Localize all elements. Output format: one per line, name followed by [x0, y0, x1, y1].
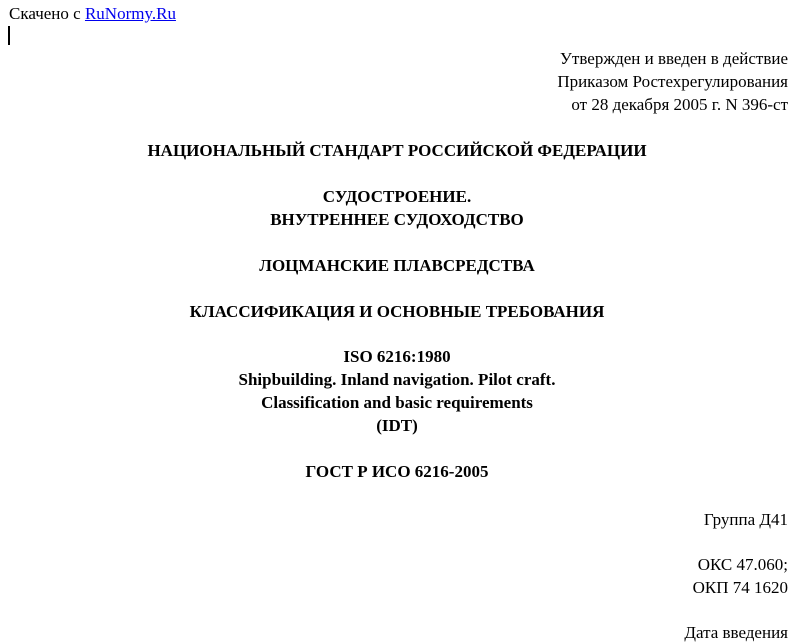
- approval-line: Утвержден и введен в действие: [559, 49, 788, 68]
- source-prefix: Скачено с: [9, 4, 85, 23]
- classification-heading: КЛАССИФИКАЦИЯ И ОСНОВНЫЕ ТРЕБОВАНИЯ: [189, 302, 605, 321]
- approval-line: Приказом Ростехрегулирования: [557, 72, 788, 91]
- subject-line: ВНУТРЕННЕЕ СУДОХОДСТВО: [270, 210, 524, 229]
- okp-code: ОКП 74 1620: [692, 578, 788, 597]
- oks-code: ОКС 47.060;: [697, 555, 788, 574]
- iso-reference: [0, 345, 794, 437]
- subject-line: СУДОСТРОЕНИЕ.: [322, 187, 472, 206]
- approval-line: от 28 декабря 2005 г. N 396-ст: [571, 95, 788, 114]
- pilot-craft-heading: ЛОЦМАНСКИЕ ПЛАВСРЕДСТВА: [259, 256, 535, 275]
- approval-block: [557, 47, 788, 116]
- iso-line: Classification and basic requirements: [261, 393, 533, 412]
- gost-designation: ГОСТ Р ИСО 6216-2005: [305, 462, 489, 481]
- text-cursor: [8, 26, 10, 45]
- intro-date-label: Дата введения: [684, 623, 788, 642]
- group-code: Группа Д41: [703, 510, 788, 529]
- national-standard-heading: НАЦИОНАЛЬНЫЙ СТАНДАРТ РОССИЙСКОЙ ФЕДЕРАЦИИ: [147, 141, 647, 160]
- iso-line: (IDT): [376, 416, 418, 435]
- source-link[interactable]: RuNormy.Ru: [84, 4, 176, 23]
- iso-line: ISO 6216:1980: [343, 347, 451, 366]
- classifier-codes: [693, 553, 788, 599]
- iso-line: Shipbuilding. Inland navigation. Pilot craft.: [238, 370, 556, 389]
- subject-heading: [0, 185, 794, 231]
- source-note: [9, 2, 176, 25]
